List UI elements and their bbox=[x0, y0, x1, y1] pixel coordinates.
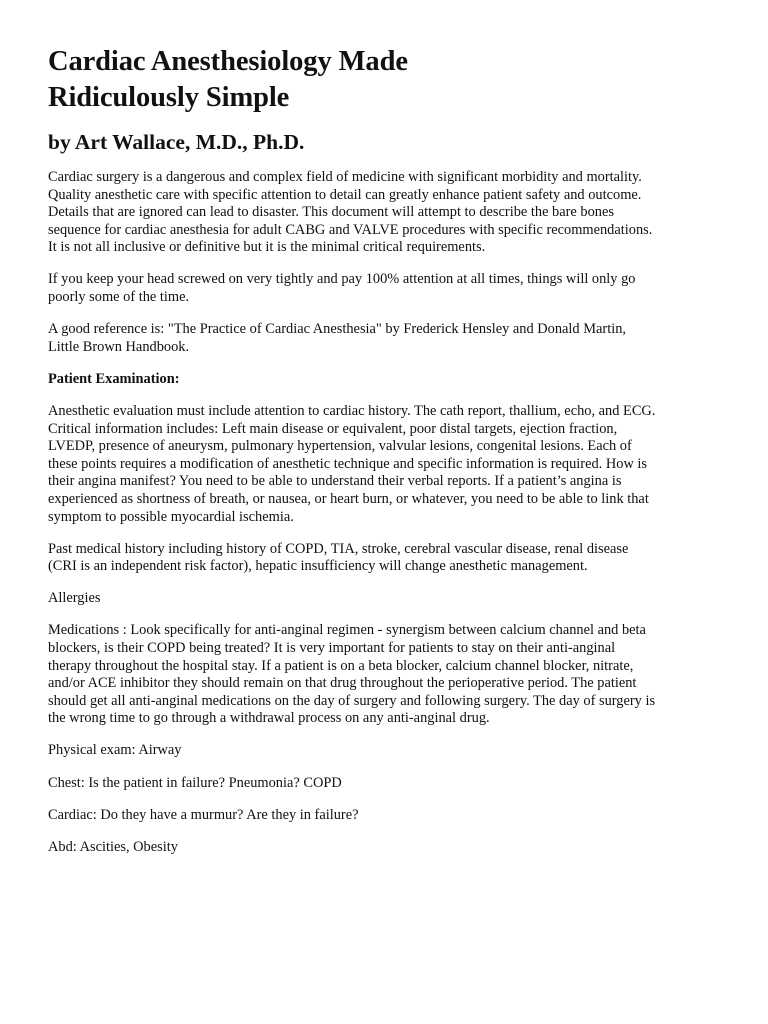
chest-paragraph: Chest: Is the patient in failure? Pneumonia? COPD bbox=[48, 774, 342, 791]
caution-paragraph: If you keep your head screwed on very tightly and pay 100% attention at all times, things will only go poorly some of the time. bbox=[48, 271, 636, 306]
allergies-paragraph: Allergies bbox=[48, 590, 101, 607]
section-heading-patient-examination: Patient Examination: bbox=[48, 370, 180, 387]
reference-paragraph: A good reference is: "The Practice of Cardiac Anesthesia" by Frederick Hensley and Donald Martin, Little Brown Handbook. bbox=[48, 321, 626, 355]
cardiac-paragraph: Cardiac: Do they have a murmur? Are they in failure? bbox=[48, 806, 359, 823]
medications-paragraph: Medications : Look specifically for anti-anginal regimen - synergism between calcium channel and beta blockers, is their COPD being treated? It is very important for patients to stay on their anti-anginal therapy throughout the hospital stay. If a patient is on a beta blocker, calcium channel blocker, nitrate, and/or ACE inhibitor they should remain on that drug throughout the perioperative period. The patient should get all anti-anginal medications on the day of surgery and following surgery. The day of surgery is the wrong time to go through a withdrawal process on any anti-anginal drug. bbox=[48, 622, 656, 727]
physical-exam-paragraph: Physical exam: Airway bbox=[48, 742, 182, 759]
document-title bbox=[48, 44, 658, 116]
author-byline: by Art Wallace, M.D., Ph.D. bbox=[48, 130, 305, 154]
medical-history-paragraph: Past medical history including history of COPD, TIA, stroke, cerebral vascular disease, renal disease (CRI is an independent risk factor), hepatic insufficiency will change anesthetic management. bbox=[48, 540, 629, 575]
title-line-2: Ridiculously Simple bbox=[48, 82, 290, 113]
intro-paragraph: Cardiac surgery is a dangerous and complex field of medicine with significant morbidity and mortality. Quality anesthetic care with specific attention to detail can greatly enhance patient safety and outcome. Details that are ignored can lead to disaster. This document will attempt to describe the bare bones sequence for cardiac anesthesia for adult CABG and VALVE procedures with specific recommendations. It is not all inclusive or definitive but it is the minimal critical requirements. bbox=[48, 169, 653, 256]
document-page bbox=[48, 44, 658, 871]
evaluation-paragraph: Anesthetic evaluation must include attention to cardiac history. The cath report, thallium, echo, and ECG. Critical information includes: Left main disease or equivalent, poor distal targets, ejection fraction, LVEDP, presence of aneurysm, pulmonary hypertension, valvular lesions, congenital lesions. Each of these points requires a modification of anesthetic technique and specific information is required. How is their angina manifest? You need to be able to understand their verbal reports. If a patient’s angina is experienced as shortness of breath, or nausea, or heart burn, or whatever, you need to be able to link that symptom to possible myocardial ischemia. bbox=[48, 402, 656, 525]
abdomen-paragraph: Abd: Ascities, Obesity bbox=[48, 838, 178, 855]
title-line-1: Cardiac Anesthesiology Made bbox=[48, 46, 408, 77]
